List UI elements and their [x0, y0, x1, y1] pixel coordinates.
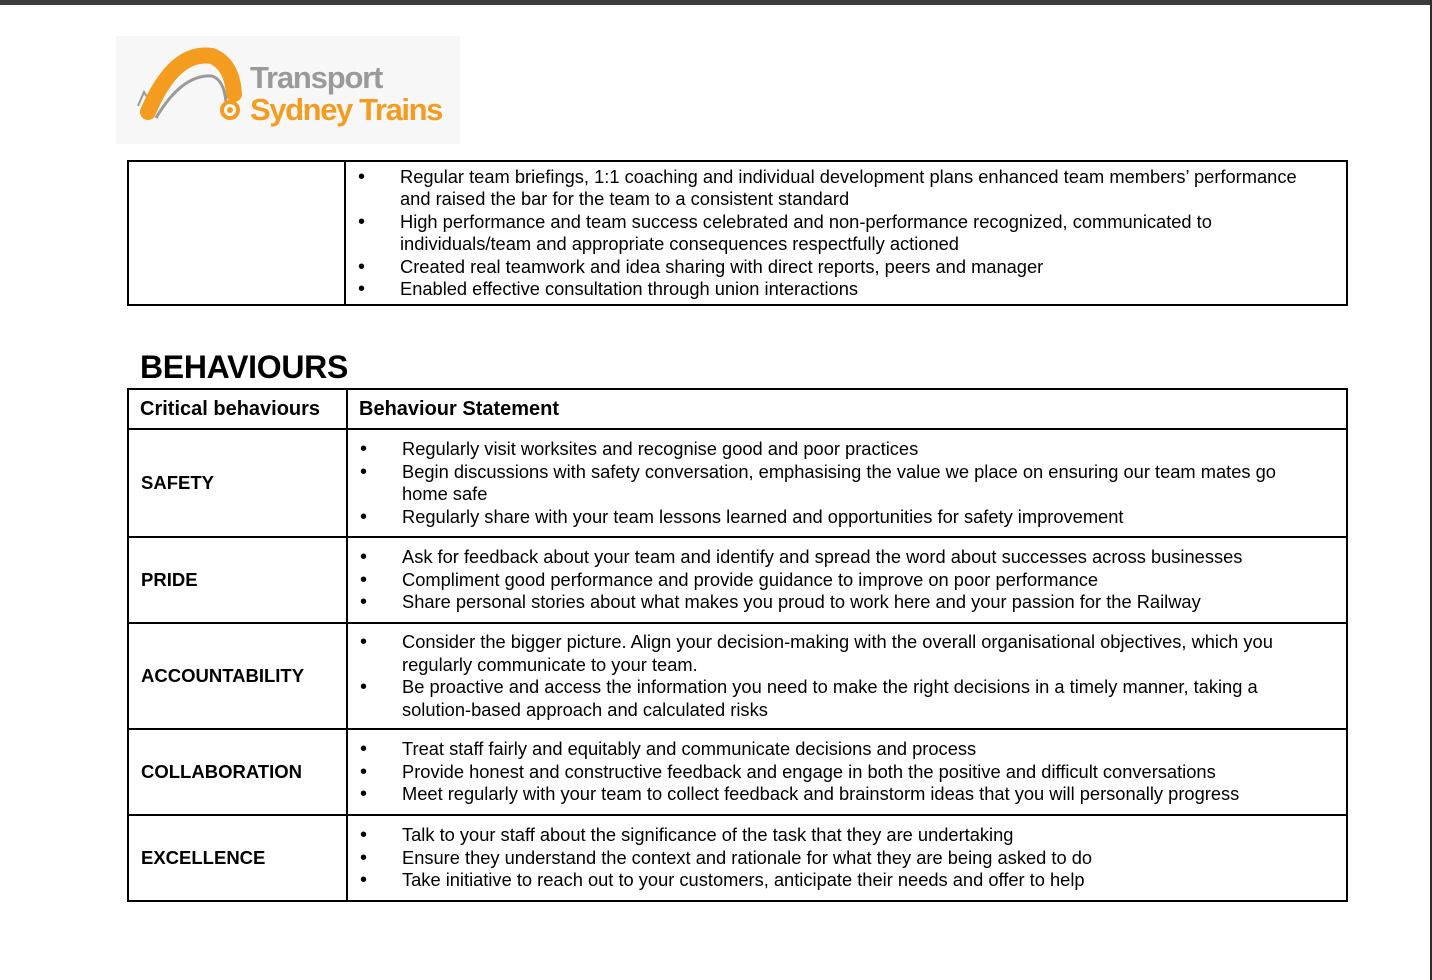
list-item: • Created real teamwork and idea sharing with direct reports, peers and manager — [346, 256, 1326, 279]
arc-logo-icon — [116, 36, 256, 144]
table-header-row — [128, 389, 1347, 429]
list-item: • Meet regularly with your team to collect feedback and brainstorm ideas that you will personally progress — [348, 783, 1326, 806]
list-item: • Begin discussions with safety conversation, emphasising the value we place on ensuring our team mates go home safe — [348, 461, 1326, 506]
list-item: • Regularly visit worksites and recognise good and poor practices — [348, 438, 1326, 461]
statement-cell — [347, 815, 1347, 901]
list-item: • Regular team briefings, 1:1 coaching and individual development plans enhanced team members’ performance and raised the bar for the team to a consistent standard — [346, 166, 1326, 211]
col-header-behaviour-statement: Behaviour Statement — [347, 389, 1347, 429]
list-item: • Talk to your staff about the significance of the task that they are undertaking — [348, 824, 1326, 847]
behaviour-name: EXCELLENCE — [128, 815, 347, 901]
logo-text-transport: Transport — [250, 60, 383, 95]
behaviour-name: COLLABORATION — [128, 729, 347, 815]
behaviour-name: PRIDE — [128, 537, 347, 623]
list-item: • Consider the bigger picture. Align your decision-making with the overall organisational objectives, which you regularly communicate to your team. — [348, 631, 1326, 676]
window-top-border — [0, 0, 1432, 5]
behaviours-heading: BEHAVIOURS — [140, 349, 348, 385]
table-row — [128, 161, 1347, 305]
empty-label-cell — [128, 161, 345, 305]
list-item: • Compliment good performance and provide guidance to improve on poor performance — [348, 569, 1326, 592]
logo-text-sydney-trains: Sydney Trains — [250, 92, 443, 127]
list-item: • Be proactive and access the information you need to make the right decisions in a timely manner, taking a solution-based approach and calculated risks — [348, 676, 1326, 721]
statement-cell — [345, 161, 1347, 305]
transport-sydney-trains-logo — [116, 36, 460, 144]
statement-cell — [347, 729, 1347, 815]
list-item: • Treat staff fairly and equitably and communicate decisions and process — [348, 738, 1326, 761]
col-header-critical-behaviours: Critical behaviours — [128, 389, 347, 429]
list-item: • Provide honest and constructive feedback and engage in both the positive and difficult conversations — [348, 761, 1326, 784]
statement-cell — [347, 429, 1347, 537]
behaviours-table — [127, 388, 1348, 902]
list-item: • Ensure they understand the context and rationale for what they are being asked to do — [348, 847, 1326, 870]
list-item: • High performance and team success celebrated and non-performance recognized, communicated to individuals/team and appropriate consequences respectfully actioned — [346, 211, 1326, 256]
behaviour-name: SAFETY — [128, 429, 347, 537]
behaviour-name: ACCOUNTABILITY — [128, 623, 347, 729]
statement-cell — [347, 537, 1347, 623]
achievements-table — [127, 160, 1348, 306]
table-row — [128, 537, 1347, 623]
list-item: • Ask for feedback about your team and identify and spread the word about successes across businesses — [348, 546, 1326, 569]
table-row — [128, 623, 1347, 729]
list-item: • Take initiative to reach out to your customers, anticipate their needs and offer to help — [348, 869, 1326, 892]
table-row — [128, 429, 1347, 537]
table-row — [128, 729, 1347, 815]
table-row — [128, 815, 1347, 901]
statement-cell — [347, 623, 1347, 729]
list-item: • Share personal stories about what makes you proud to work here and your passion for the Railway — [348, 591, 1326, 614]
list-item: • Regularly share with your team lessons learned and opportunities for safety improvement — [348, 506, 1326, 529]
list-item: • Enabled effective consultation through union interactions — [346, 278, 1326, 301]
